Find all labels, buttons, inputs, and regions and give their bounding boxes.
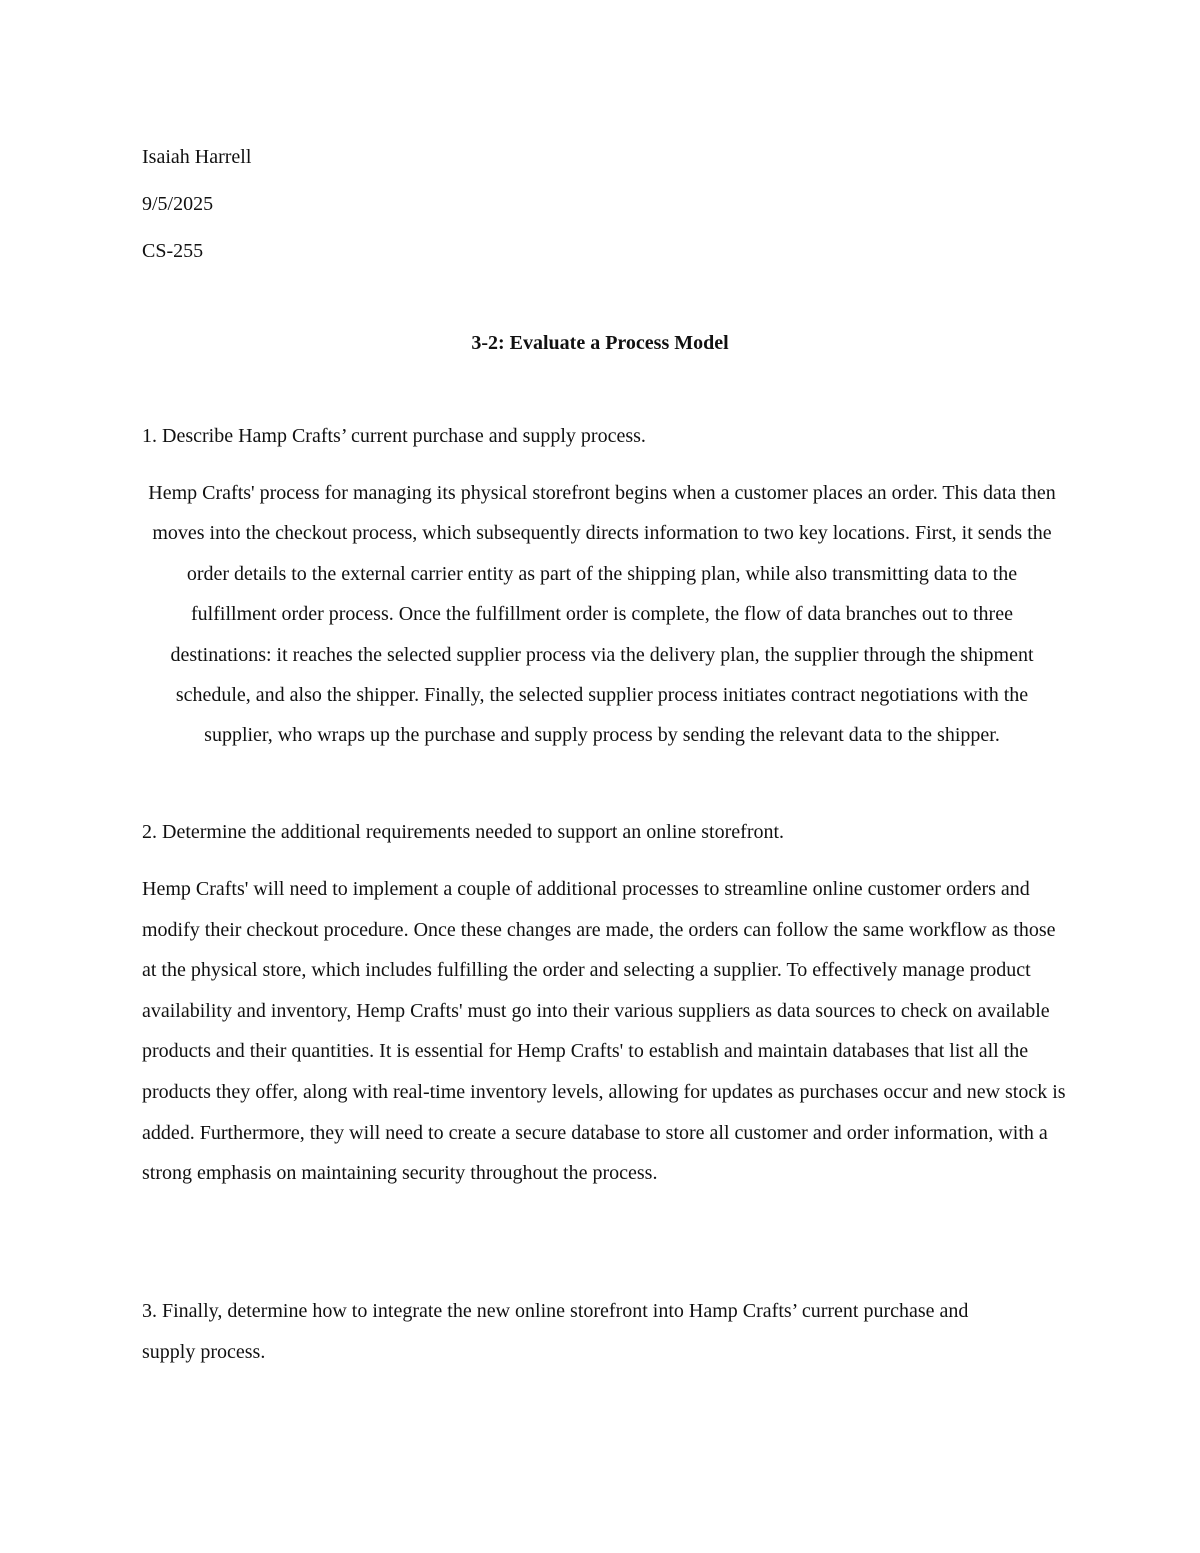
author-name: Isaiah Harrell	[142, 146, 252, 168]
document-title: 3-2: Evaluate a Process Model	[471, 332, 729, 354]
question-1: 1. Describe Hamp Crafts’ current purchase and supply process.	[142, 425, 646, 447]
date-line: 9/5/2025	[142, 193, 214, 215]
answer-1: Hemp Crafts' process for managing its physical storefront begins when a customer places an order. This data then moves into the checkout process, which subsequently directs information to two key locations. First, it sends the order details to the external carrier entity as part of the shipping plan, while also transmitting data to the fulfillment order process. Once the fulfillment order is complete, the flow of data branches out to three destinations: it reaches the selected supplier process via the delivery plan, the supplier through the shipment schedule, and also the shipper. Finally, the selected supplier process initiates contract negotiations with the supplier, who wraps up the purchase and supply process by sending the relevant data to the shipper.	[148, 482, 1056, 747]
question-3: 3. Finally, determine how to integrate the new online storefront into Hamp Crafts’ current purchase and supply process.	[142, 1300, 969, 1363]
question-2: 2. Determine the additional requirements needed to support an online storefront.	[142, 821, 785, 843]
answer-2: Hemp Crafts' will need to implement a couple of additional processes to streamline online customer orders and modify their checkout procedure. Once these changes are made, the orders can follow the same workflow as those at the physical store, which includes fulfilling the order and selecting a supplier. To effectively manage product availability and inventory, Hemp Crafts' must go into their various suppliers as data sources to check on available products and their quantities. It is essential for Hemp Crafts' to establish and maintain databases that list all the products they offer, along with real-time inventory levels, allowing for updates as purchases occur and new stock is added. Furthermore, they will need to create a secure database to store all customer and order information, with a strong emphasis on maintaining security throughout the process.	[142, 878, 1066, 1185]
course-code: CS-255	[142, 240, 204, 262]
